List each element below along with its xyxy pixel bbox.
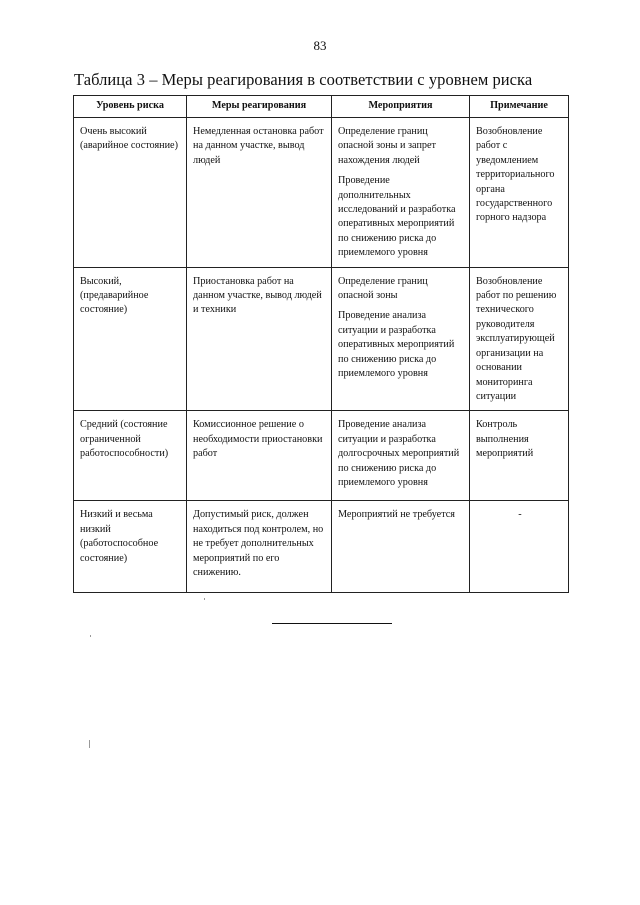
table-header-row [74,96,569,118]
page-number: 83 [313,38,327,53]
note-text: - [518,509,522,521]
cell-actions [332,501,470,593]
risk-level-text: Низкий и весьма низкий (работоспособное состояние) [80,509,159,564]
table-title: Таблица 3 – Меры реагирования в соответствии с уровнем риска [74,70,533,89]
measures-text: Немедленная остановка работ на данном участке, вывод людей [193,126,324,166]
header-actions: Мероприятия [332,96,470,118]
measures-text: Комиссионное решение о необходимости приостановки работ [193,419,323,460]
table-row [74,501,569,593]
cell-response-measures [187,411,332,501]
cell-response-measures [187,267,332,411]
actions-text-1: Проведение анализа ситуации и разработка долгосрочных мероприятий по снижению риска до приемлемого уровня [338,419,460,488]
cell-note [470,411,569,501]
cell-response-measures [187,501,332,593]
scan-speck [204,598,205,600]
end-of-table-rule [272,623,392,624]
risk-level-text: Высокий, (предаварийное состояние) [80,275,149,316]
note-text: Возобновление работ с уведомлением территориального органа государственного горного надзора [476,126,555,224]
cell-actions [332,267,470,411]
cell-risk-level [74,118,187,268]
note-text: Контроль выполнения мероприятий [476,419,534,460]
table-row [74,267,569,411]
cell-risk-level [74,411,187,501]
cell-risk-level [74,267,187,411]
table-row [74,411,569,501]
cell-note [470,501,569,593]
actions-text-2: Проведение анализа ситуации и разработка оперативных мероприятий по снижению риска до приемлемого уровня [338,310,455,380]
cell-risk-level [74,501,187,593]
cell-note [470,267,569,411]
cell-note [470,118,569,268]
header-risk-level: Уровень риска [74,96,187,118]
table-row [74,118,569,268]
header-note: Примечание [470,96,569,118]
risk-response-table [73,95,569,593]
note-text: Возобновление работ по решению технического руководителя эксплуатирующей организации на основании мониторинга ситуации [476,275,557,402]
measures-text: Допустимый риск, должен находиться под контролем, но не требует дополнительных мероприятий по его снижению. [193,509,324,578]
measures-text: Приостановка работ на данном участке, вывод людей и техники [193,275,322,316]
risk-level-text: Средний (состояние ограниченной работоспособности) [80,419,169,460]
actions-text-1: Определение границ опасной зоны [338,275,428,302]
header-response-measures: Меры реагирования [187,96,332,118]
actions-text-1: Определение границ опасной зоны и запрет нахождения людей [338,126,436,166]
scan-speck [89,740,90,748]
cell-actions [332,411,470,501]
cell-response-measures [187,118,332,268]
cell-actions [332,118,470,268]
actions-text-1: Мероприятий не требуется [338,509,455,521]
risk-level-text: Очень высокий (аварийное состояние) [80,126,178,152]
scan-speck [90,635,91,637]
actions-text-2: Проведение дополнительных исследований и разработка оперативных мероприятий по снижению риска до приемлемого уровня [338,175,456,259]
